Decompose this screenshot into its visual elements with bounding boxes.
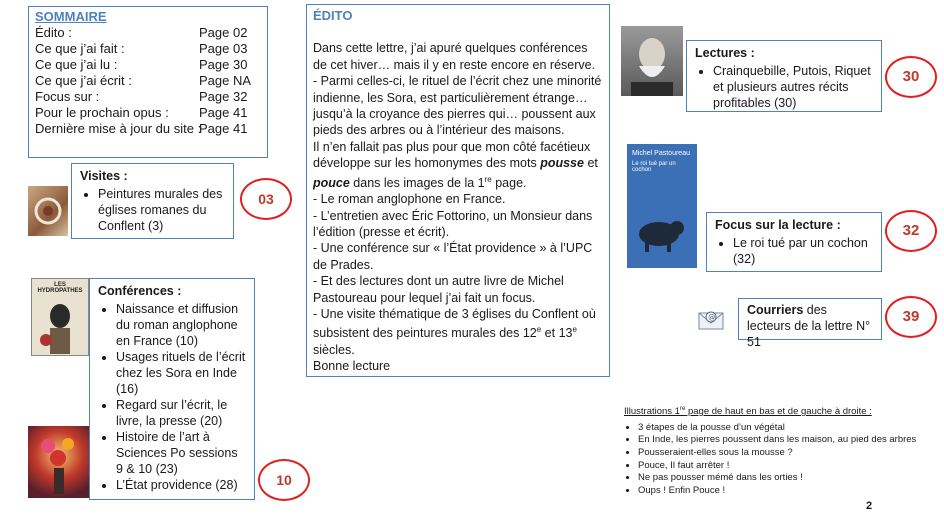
toc-page: Page NA (199, 73, 252, 88)
toc-label: Focus sur : (35, 89, 100, 104)
edito-paragraph: - Parmi celles-ci, le rituel de l’écrit chez une minorité indienne, les Sora, est particulièrement étrange… jusqu’à la croyance des pierres qui… poussent aux pieds des arbres ou à l’intérieur des maisons. (313, 74, 602, 138)
visites-item[interactable]: • Peintures murales des églises romanes du Conflent (3) (98, 186, 225, 234)
focus-box (706, 212, 882, 272)
edito-paragraph (313, 306, 603, 358)
toc-row[interactable] (35, 57, 261, 73)
sommaire-box (28, 6, 268, 158)
toc-page: Page 03 (199, 41, 248, 56)
mail-icon (696, 305, 726, 335)
lectures-heading: Lectures : (695, 46, 755, 60)
page-badge-03[interactable]: 03 (240, 178, 292, 220)
church-mural-image (28, 186, 68, 236)
book-author: Michel Pastoureau (632, 150, 690, 157)
page-number: 2 (866, 500, 873, 512)
toc-label: Ce que j’ai lu : (35, 57, 118, 72)
toc-row[interactable] (35, 73, 261, 89)
illustration-item: • Oups ! Enfin Pouce ! (638, 485, 924, 498)
edito-emphasis: pousse (540, 156, 584, 171)
illustrations-title-text: Illustrations 1 (624, 406, 680, 418)
illustrations-caption (624, 403, 924, 497)
envelope-icon (696, 305, 726, 335)
author-portrait-image (621, 26, 683, 96)
toc-label: Ce que j’ai fait : (35, 41, 125, 56)
conference-item[interactable]: • Regard sur l’écrit, le livre, la presse (20) (116, 397, 246, 429)
hydropathes-caption: LES HYDROPATHES (37, 282, 83, 294)
toc-row[interactable] (35, 41, 261, 57)
edito-text: dans les images de la 1 (349, 175, 485, 190)
toc-page: Page 30 (199, 57, 248, 72)
toc-label: Dernière mise à jour du site : (35, 121, 202, 136)
pouce-sculpture-image (28, 426, 90, 498)
edito-paragraph: Dans cette lettre, j’ai apuré quelques conférences de cet hiver… mais il y en reste encore en réserve. (313, 41, 596, 72)
lectures-box (686, 40, 882, 112)
edito-sup: re (484, 174, 492, 184)
edito-text: - Une visite thématique de 3 églises du Conflent où subsistent des peintures murales des 12 (313, 307, 596, 341)
toc-page: Page 41 (199, 105, 248, 120)
edito-paragraph: - Et des lectures dont un autre livre de Michel Pastoureau pour lequel j’ai fait un focus. (313, 274, 564, 305)
sommaire-title: SOMMAIRE (35, 9, 107, 24)
edito-sup: e (572, 325, 577, 335)
svg-text:@: @ (708, 313, 716, 322)
focus-item[interactable]: • Le roi tué par un cochon (32) (733, 235, 873, 267)
edito-title: ÉDITO (313, 8, 353, 23)
bouquet-icon (28, 426, 90, 498)
conference-item[interactable]: • Histoire de l’art à Sciences Po sessions 9 & 10 (23) (116, 429, 246, 477)
conference-item[interactable]: • Naissance et diffusion du roman anglophone en France (10) (116, 301, 246, 349)
page-badge-30[interactable]: 30 (885, 56, 937, 98)
courriers-label-bold: Courriers (747, 303, 804, 317)
pig-illustration-icon (627, 200, 697, 260)
visites-heading: Visites : (80, 169, 128, 183)
conferences-heading: Conférences : (98, 284, 182, 298)
courriers-label-rest: des lecteurs de la lettre N° 51 (747, 303, 871, 349)
edito-closing: Bonne lecture (313, 359, 391, 374)
edito-sup: e (536, 325, 542, 335)
illustrations-title (624, 403, 924, 419)
edito-emphasis: pouce (313, 175, 350, 190)
focus-heading: Focus sur la lecture : (715, 218, 841, 232)
toc-label: Ce que j’ai écrit : (35, 73, 132, 88)
portrait-icon (621, 26, 683, 96)
edito-paragraph: - Le roman anglophone en France. (313, 192, 506, 207)
toc-page: Page 02 (199, 25, 248, 40)
illustration-item: • Ne pas pousser mémé dans les orties ! (638, 472, 924, 485)
illustration-item: • Pouce, Il faut arrêter ! (638, 460, 924, 473)
edito-box (306, 4, 610, 377)
page-badge-32[interactable]: 32 (885, 210, 937, 252)
page-badge-10[interactable]: 10 (258, 459, 310, 501)
mural-pattern-icon (28, 186, 68, 236)
conference-item[interactable]: • Usages rituels de l’écrit chez les Sora en Inde (16) (116, 349, 246, 397)
edito-paragraph: - Une conférence sur « l’État providence » à l’UPC de Prades. (313, 241, 593, 272)
edito-paragraph (313, 139, 603, 191)
toc-label: Édito : (35, 25, 72, 40)
illustration-item: • Pousseraient-elles sous la mousse ? (638, 447, 924, 460)
edito-paragraph: - L’entretien avec Éric Fottorino, un Monsieur dans l’édition (presse et écrit). (313, 208, 593, 240)
toc-row[interactable] (35, 121, 261, 137)
edito-text: page. (491, 175, 527, 190)
caricature-icon (32, 294, 88, 356)
conference-item[interactable]: • L’État providence (28) (116, 477, 246, 493)
edito-text: et (583, 156, 598, 171)
edito-text: Il n’en fallait pas plus pour que mon côté facétieux développe sur les homonymes des mots (313, 139, 591, 171)
book-title: Le roi tué par un cochon (632, 161, 676, 173)
lectures-item[interactable]: • Crainquebille, Putois, Riquet et plusieurs autres récits profitables (30) (713, 63, 873, 111)
courriers-box[interactable] (738, 298, 882, 349)
toc-row[interactable] (35, 105, 261, 121)
toc-page: Page 41 (199, 121, 248, 136)
illustration-item: • En Inde, les pierres poussent dans les maison, au pied des arbres (638, 434, 924, 447)
illustrations-title-sup: re (679, 406, 686, 412)
toc-page: Page 32 (199, 89, 248, 104)
visites-box (71, 163, 234, 239)
page-badge-39[interactable]: 39 (885, 296, 937, 338)
book-cover-image (627, 144, 697, 268)
sommaire-rows (35, 25, 261, 137)
toc-row[interactable] (35, 89, 261, 105)
edito-text: et 13 (541, 326, 573, 341)
hydropathes-cover-image (31, 278, 89, 356)
toc-row[interactable] (35, 25, 261, 41)
toc-label: Pour le prochain opus : (35, 105, 169, 120)
conferences-box (89, 278, 255, 500)
illustration-item: • 3 étapes de la pousse d’un végétal (638, 422, 924, 435)
illustrations-title-rest: page de haut en bas et de gauche à droite : (685, 406, 872, 418)
edito-text: siècles. (313, 343, 355, 358)
